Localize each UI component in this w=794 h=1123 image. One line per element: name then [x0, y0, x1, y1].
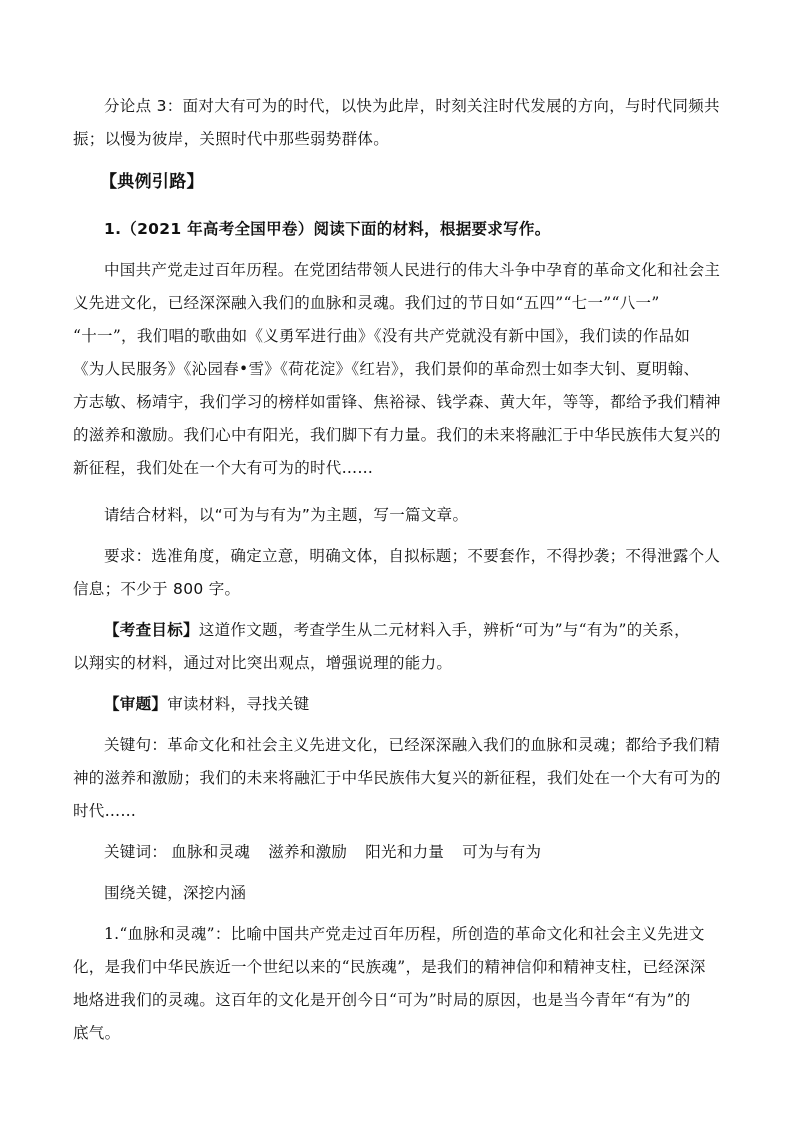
key-word-item: 可为与有为	[462, 843, 542, 861]
sub-argument-line-2: 振；以慢为彼岸，关照时代中那些弱势群体。	[73, 130, 390, 148]
objective-line-2: 以翔实的材料，通过对比突出观点，增强说理的能力。	[73, 654, 453, 672]
key-sentences-line-2: 神的滋养和激励；我们的未来将融汇于中华民族伟大复兴的新征程，我们处在一个大有可为的	[73, 769, 721, 787]
key-sentences-line-1: 关键句：革命文化和社会主义先进文化，已经深深融入我们的血脉和灵魂；都给予我们精	[104, 736, 721, 754]
material-line-1: 中国共产党走过百年历程。在党团结带领人民进行的伟大斗争中孕育的革命文化和社会主	[104, 261, 721, 279]
key-sentences-line-3: 时代……	[73, 802, 137, 820]
key-word-item: 滋养和激励	[268, 843, 348, 861]
key-word-item: 血脉和灵魂	[171, 843, 251, 861]
point1-line-1: 1.“血脉和灵魂”：比喻中国共产党走过百年历程，所创造的革命文化和社会主义先进文	[104, 925, 705, 943]
objective-text: 这道作文题，考查学生从二元材料入手，辨析“可为”与“有为”的关系，	[198, 621, 690, 639]
material-line-5: 方志敏、杨靖宇，我们学习的榜样如雷锋、焦裕禄、钱学森、黄大年，等等，都给予我们精神	[73, 393, 721, 411]
material-line-2: 义先进文化，已经深深融入我们的血脉和灵魂。我们过的节日如“五四”“七一”“八一”	[73, 294, 660, 312]
question-title: 1.（2021 年高考全国甲卷）阅读下面的材料，根据要求写作。	[104, 220, 551, 238]
requirements-line-1: 要求：选准角度，确定立意，明确文体，自拟标题；不要套作，不得抄袭；不得泄露个人	[104, 547, 721, 565]
point1-line-4: 底气。	[73, 1024, 121, 1042]
objective-tag: 【考查目标】	[104, 620, 199, 639]
objective-line-1	[104, 620, 734, 640]
point1-line-3: 地烙进我们的灵魂。这百年的文化是开创今日“可为”时局的原因，也是当今青年“有为”的	[73, 991, 691, 1009]
material-line-4: 《为人民服务》《沁园春•雪》《荷花淀》《红岩》，我们景仰的革命烈士如李大钊、夏明翰、	[73, 360, 700, 378]
review-line	[104, 694, 734, 714]
key-words-line	[104, 842, 734, 862]
instruction: 请结合材料，以“可为与有为”为主题，写一篇文章。	[104, 506, 469, 524]
key-words-label: 关键词：	[104, 843, 168, 861]
point1-line-2: 化，是我们中华民族近一个世纪以来的“民族魂”，是我们的精神信仰和精神支柱，已经深深	[73, 958, 706, 976]
review-tag: 【审题】	[104, 695, 168, 713]
requirements-line-2: 信息；不少于 800 字。	[73, 580, 241, 598]
review-text: 审读材料，寻找关键	[167, 695, 310, 713]
dig-heading: 围绕关键，深挖内涵	[104, 884, 247, 902]
sub-argument-line-1: 分论点 3：面对大有可为的时代，以快为此岸，时刻关注时代发展的方向，与时代同频共	[104, 97, 720, 115]
material-line-7: 新征程，我们处在一个大有可为的时代……	[73, 459, 374, 477]
section-heading: 【典例引路】	[100, 172, 204, 192]
material-line-3: “十一”，我们唱的歌曲如《义勇军进行曲》《没有共产党就没有新中国》，我们读的作品如	[73, 327, 691, 345]
key-word-item: 阳光和力量	[365, 843, 445, 861]
material-line-6: 的滋养和激励。我们心中有阳光，我们脚下有力量。我们的未来将融汇于中华民族伟大复兴的	[73, 426, 721, 444]
